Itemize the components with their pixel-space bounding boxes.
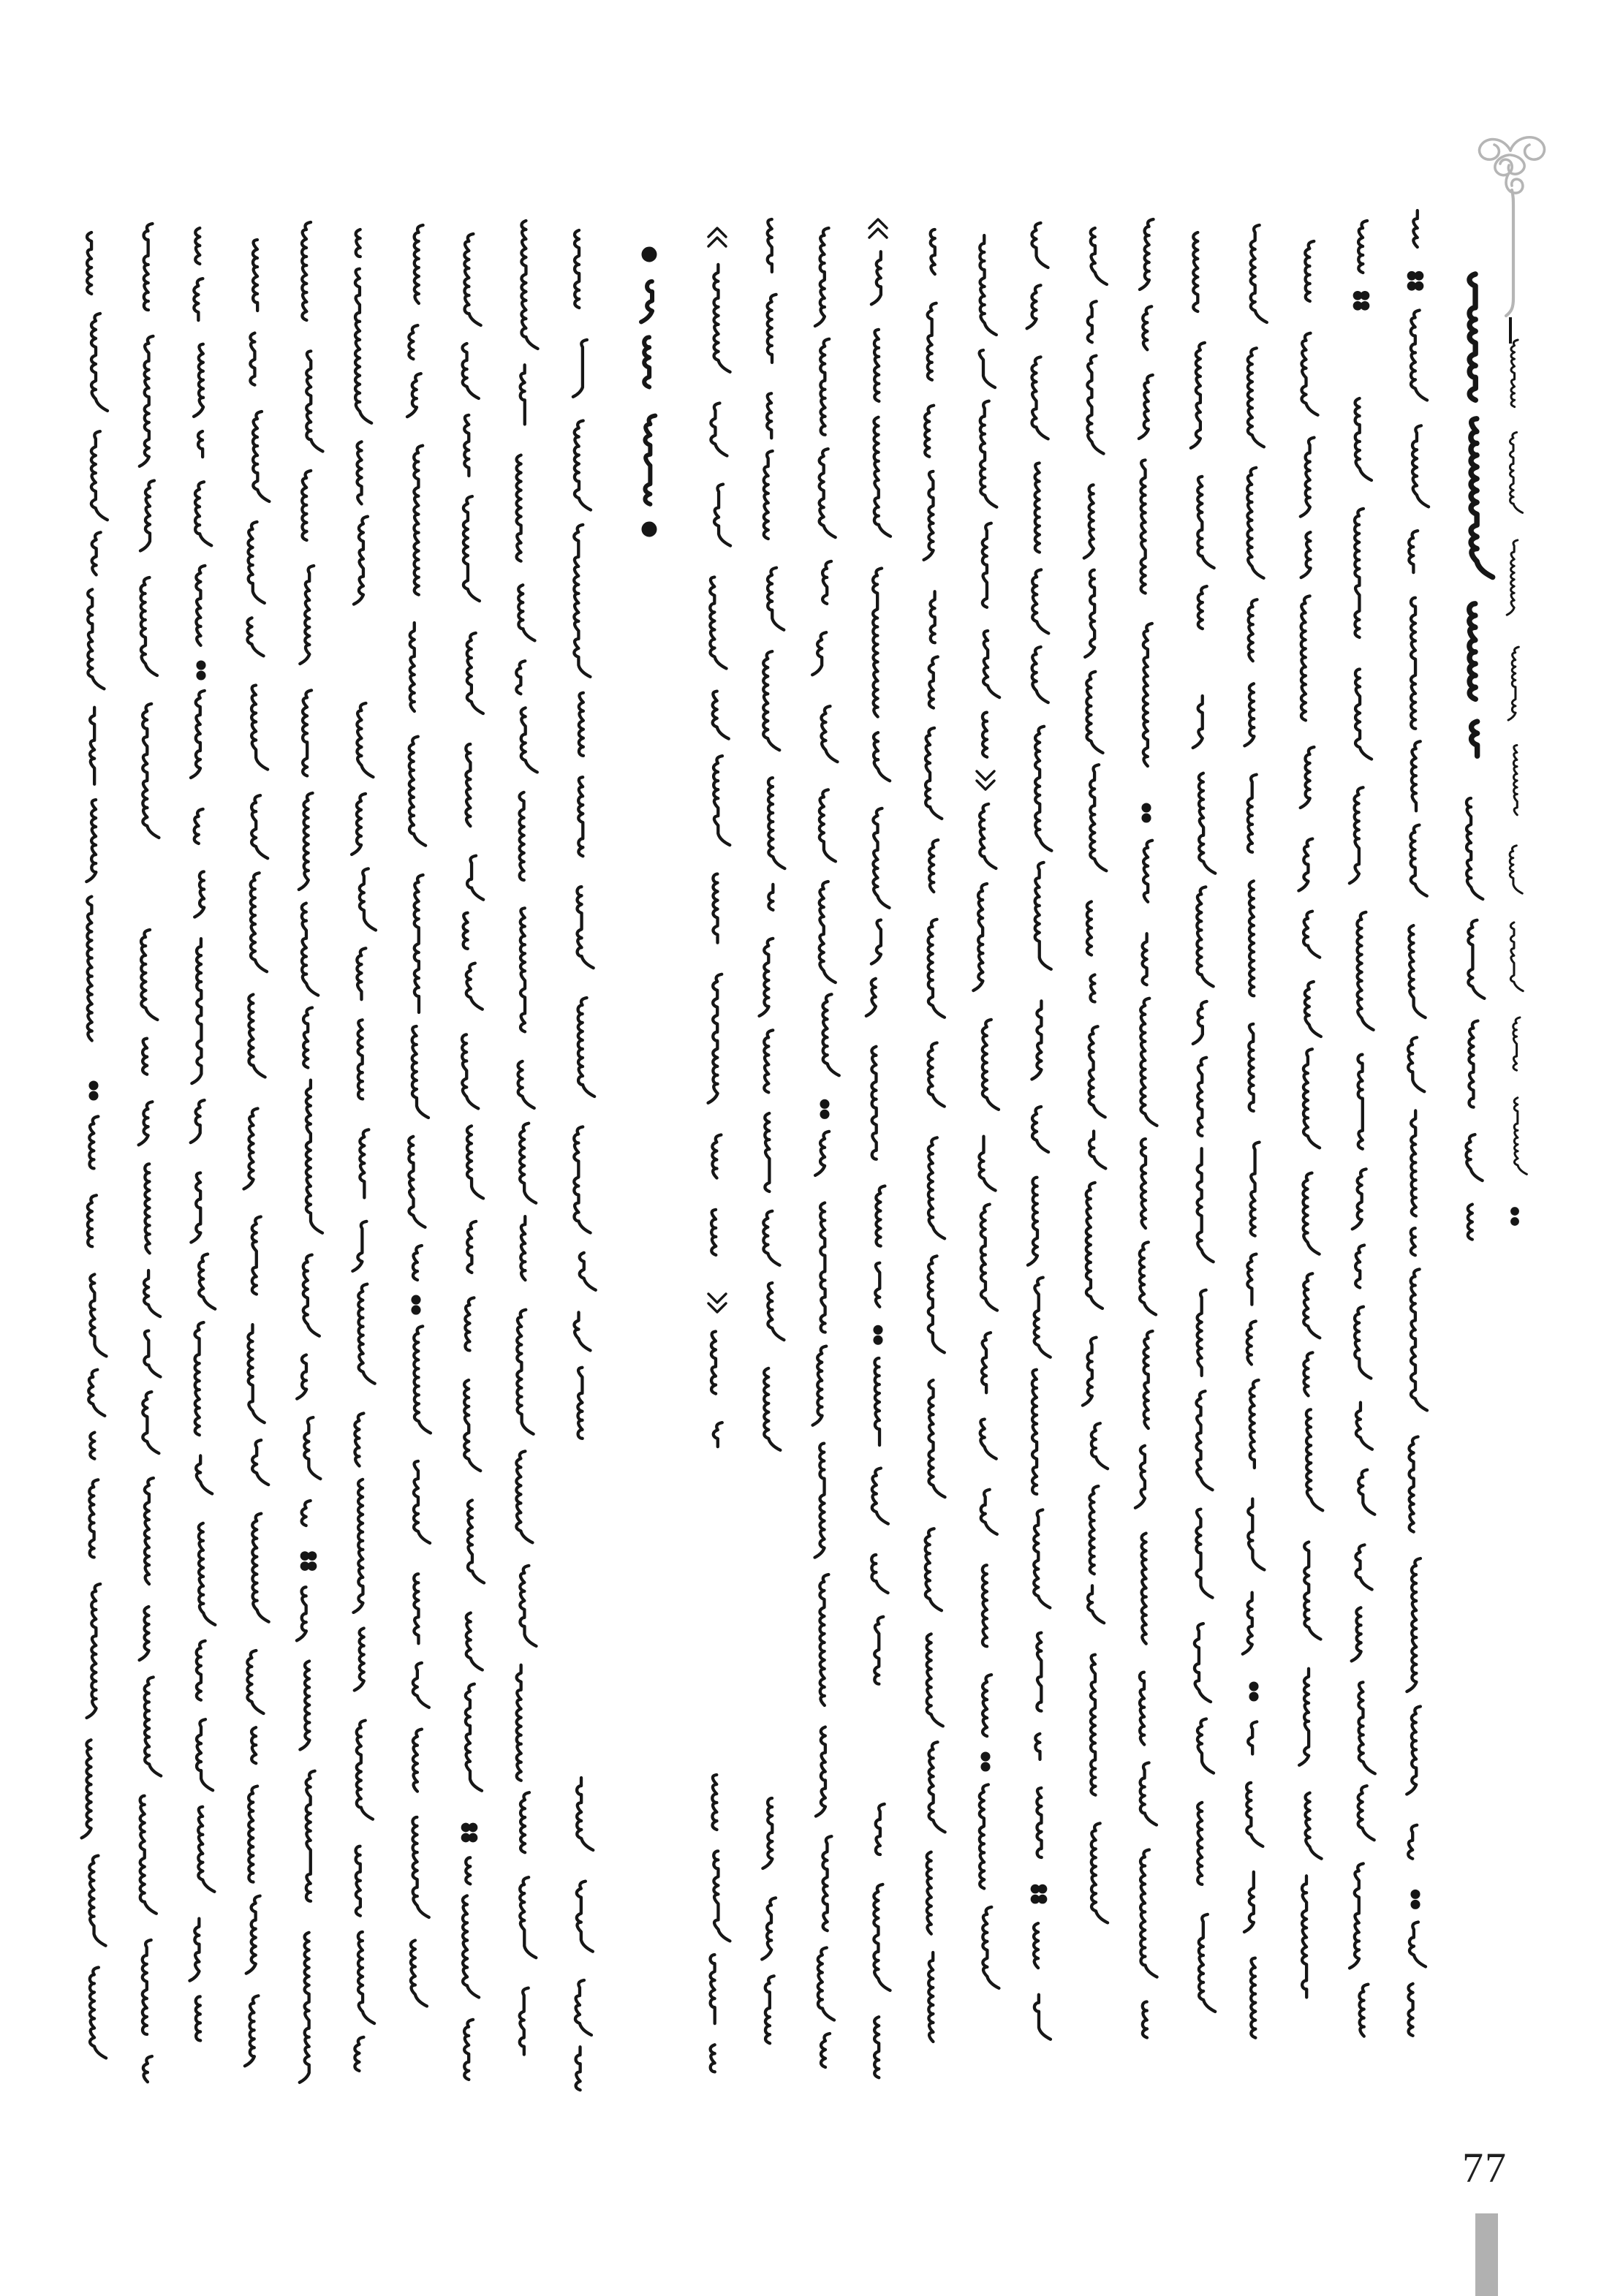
body-column: [352, 230, 376, 2071]
body-column: [760, 219, 785, 2043]
chapter-title-column: [1469, 274, 1493, 756]
body-column: [1027, 223, 1052, 2039]
body-column: [1407, 211, 1429, 2036]
body-column: [866, 219, 890, 2077]
body-column: [1243, 225, 1267, 2038]
body-column: [1191, 232, 1215, 2012]
body-column: [1135, 219, 1157, 2037]
body-column: [189, 228, 215, 2040]
body-column: [708, 228, 730, 2072]
section-heading-column: [641, 249, 655, 535]
body-column: [1298, 241, 1323, 1997]
body-column: [407, 225, 431, 2006]
page-number: 77: [1462, 2144, 1507, 2191]
body-column: [812, 228, 839, 2067]
running-head-column: [1507, 340, 1526, 1224]
body-column: [82, 232, 107, 2058]
body-column: [1350, 221, 1375, 2037]
body-column: [924, 230, 945, 2042]
body-column: [244, 240, 270, 2066]
body-column: [973, 235, 999, 1988]
footer-edge-bar: [1475, 2213, 1498, 2296]
body-column: [139, 224, 162, 2082]
body-column: [516, 221, 537, 2055]
body-column: [573, 230, 596, 2090]
body-column: [1083, 228, 1108, 1922]
body-column: [462, 234, 484, 2080]
chapter-title-tail-column: [1467, 798, 1485, 1240]
body-column: [297, 222, 323, 2083]
